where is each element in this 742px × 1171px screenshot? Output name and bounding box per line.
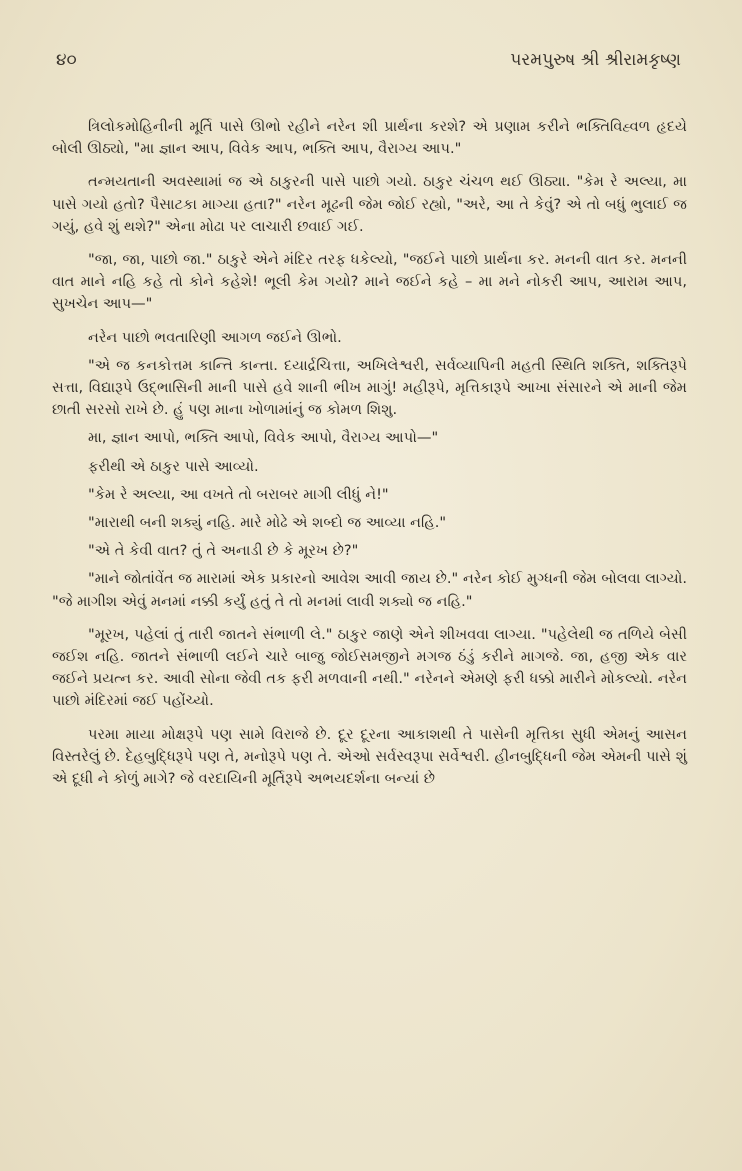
- paragraph: ફરીથી એ ઠાકુર પાસે આવ્યો.: [88, 457, 259, 475]
- paragraph: "એ તે કેવી વાત? તું તે અનાડી છે કે મૂરખ છે?": [88, 542, 359, 560]
- paragraph: "મૂરખ, પહેલાં તું તારી જાતને સંભાળી લે." ઠાકુર જાણે એને શીખવવા લાગ્યા. "પહેલેથી જ તળિયે બેસી જઈશ નહિ. જાતને સંભાળી લઈને ચારે બાજુ જોઈસમજીને મગજ ઠંડું કરીને માગજે. જા, હજી એક વાર જઈને પ્રયત્ન કર. આવી સોના જેવી તક ફરી મળવાની નથી." નરેનને એમણે ફરી ધક્કો મારીને મોકલ્યો. નરેન પાછો મંદિરમાં જઈ પહોંચ્યો.: [52, 625, 687, 710]
- paragraph: ત્રિલોકમોહિનીની મૂર્તિ પાસે ઊભો રહીને નરેન શી પ્રાર્થના કરશે? એ પ્રણામ કરીને ભક્તિવિહ્વળ હૃદયે બોલી ઊઠ્યો, "મા જ્ઞાન આપ, વિવેક આપ, ભક્તિ આપ, વૈરાગ્ય આપ.": [52, 118, 687, 158]
- page-body: [52, 116, 687, 790]
- paragraph: તન્મયતાની અવસ્થામાં જ એ ઠાકુરની પાસે પાછો ગયો. ઠાકુર ચંચળ થઈ ઊઠ્યા. "કેમ રે અલ્યા, મા પાસે ગયો હતો? પૈસાટકા માગ્યા હતા?" નરેન મૂઢની જેમ જોઈ રહ્યો, "અરે, આ તે કેવું? એ તો બધું ભુલાઈ જ ગયું, હવે શું થશે?" એના મોઢા પર લાચારી છવાઈ ગઈ.: [52, 173, 687, 235]
- paragraph: મા, જ્ઞાન આપો, ભક્તિ આપો, વિવેક આપો, વૈરાગ્ય આપો—": [88, 429, 439, 447]
- paragraph: "જા, જા, પાછો જા." ઠાકુરે એને મંદિર તરફ ધકેલ્યો, "જઈને પાછો પ્રાર્થના કર. મનની વાત કર. મનની વાત માને નહિ કહે તો કોને કહેશે! ભૂલી કેમ ગયો? માને જઈને કહે – મા મને નોકરી આપ, આરામ આપ, સુખચેન આપ—": [52, 251, 687, 313]
- paragraph: "માને જોતાંવેંત જ મારામાં એક પ્રકારનો આવેશ આવી જાય છે." નરેન કોઈ મુગ્ધની જેમ બોલવા લાગ્યો. "જે માગીશ એવું મનમાં નક્કી કર્યું હતું તે તો મનમાં લાવી શક્યો જ નહિ.": [52, 570, 687, 610]
- paragraph: પરમા માયા મોક્ષરૂપે પણ સામે વિરાજે છે. દૂર દૂરના આકાશથી તે પાસેની મૃત્તિકા સુધી એમનું આસન વિસ્તરેલું છે. દેહબુદ્ધિરૂપે પણ તે, મનોરૂપે પણ તે. એઓ સર્વસ્વરૂપા સર્વેશ્વરી. હીનબુદ્ધિની જેમ એમની પાસે શું એ દૂધી ને કોળું માગે? જે વરદાયિની મૂર્તિરૂપે અભયદર્શના બન્યાં છે: [52, 725, 687, 788]
- paragraph: નરેન પાછો ભવતારિણી આગળ જઈને ઊભો.: [88, 328, 342, 346]
- page-number: ૪૦: [56, 50, 77, 70]
- paragraph: "કેમ રે અલ્યા, આ વખતે તો બરાબર માગી લીધું ને!": [88, 485, 389, 503]
- paragraph: "મારાથી બની શક્યું નહિ. મારે મોઢે એ શબ્દો જ આવ્યા નહિ.": [88, 514, 447, 532]
- running-title: પરમપુરુષ શ્રી શ્રીરામકૃષ્ણ: [510, 50, 681, 70]
- paragraph: "એ જ કનકોત્તમ કાન્તિ કાન્તા. દયાર્દ્રચિત્તા, અખિલેશ્વરી, સર્વવ્યાપિની મહતી સ્થિતિ શક્તિ, શક્તિરૂપે સત્તા, વિદ્યારૂપે ઉદ્ભાસિની માની પાસે હવે શાની ભીખ માગું! મહીરૂપે, મૃત્તિકારૂપે આખા સંસારને એ માની જેમ છાતી સરસો રાખે છે. હું પણ માના ખોળામાંનું જ કોમળ શિશુ.: [52, 356, 687, 419]
- page-header: [52, 50, 687, 94]
